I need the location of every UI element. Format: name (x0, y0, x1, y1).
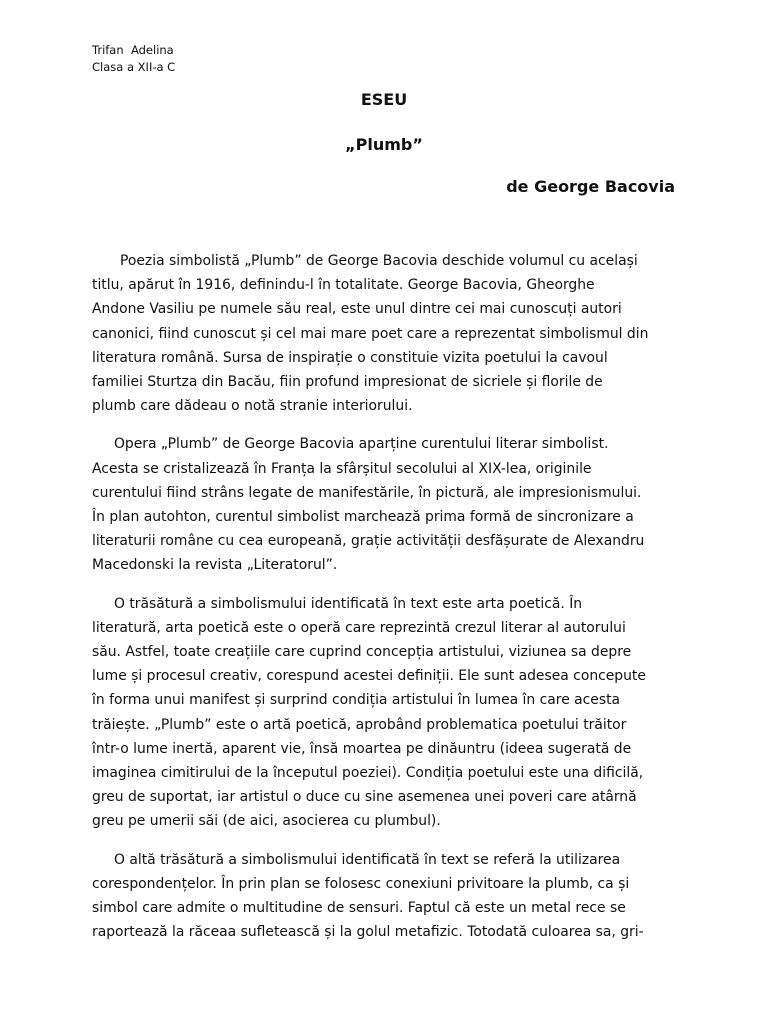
author-name: Trifan Adelina (92, 43, 174, 57)
text-line: lume și procesul creativ, corespund acestei definiții. Ele sunt adesea concepute (92, 668, 646, 685)
text-line: Andone Vasiliu pe numele său real, este unul dintre cei mai cunoscuți autori (92, 301, 622, 318)
paragraph-2 (92, 432, 675, 577)
text-line: O altă trăsătură a simbolismului identificată în text se referă la utilizarea (114, 851, 621, 868)
poem-author: de George Bacovia (506, 177, 675, 196)
text-line: în forma unui manifest și surprind condiția artistului în lumea în care acesta (92, 692, 621, 709)
essay-title: ESEU (360, 90, 408, 109)
text-line: plumb care dădeau o notă stranie interiorului. (92, 398, 413, 415)
text-line: greu pe umerii săi (de aici, asocierea cu plumbul). (92, 813, 441, 830)
text-line: canonici, fiind cunoscut și cel mai mare poet care a reprezentat simbolismul din (92, 325, 649, 342)
class-name: Clasa a XII-a C (92, 60, 176, 74)
text-line: greu de suportat, iar artistul o duce cu sine asemenea unei poveri care atârnă (92, 789, 637, 806)
text-line: familiei Sturtza din Bacău, fiin profund impresionat de sicriele și florile de (92, 374, 603, 391)
text-line: trăiește. „Plumb” este o artă poetică, aprobând problematica poetului trăitor (92, 716, 627, 733)
paragraph-3 (92, 592, 675, 834)
text-line: simbol care admite o multitudine de sensuri. Faptul că este un metal rece se (92, 900, 626, 917)
paragraph-1 (92, 249, 675, 418)
text-line: literatura română. Sursa de inspirație o constituie vizita poetului la cavoul (92, 349, 608, 366)
text-line: Macedonski la revista „Literatorul”. (92, 557, 338, 574)
text-line: O trăsătură a simbolismului identificată în text este arta poetică. În (114, 595, 583, 612)
text-line: corespondențelor. În prin plan se folosesc conexiuni privitoare la plumb, ca și (92, 875, 630, 892)
text-line: imaginea cimitirului de la începutul poeziei). Condiția poetului este una dificilă, (92, 765, 644, 782)
text-line: În plan autohton, curentul simbolist marchează prima formă de sincronizare a (92, 509, 634, 526)
poem-title: „Plumb” (345, 135, 423, 154)
text-line: Poezia simbolistă „Plumb” de George Bacovia deschide volumul cu același (120, 253, 638, 269)
text-line: titlu, apărut în 1916, definindu-l în totalitate. George Bacovia, Gheorghe (92, 277, 595, 294)
text-line: curentului fiind strâns legate de manifestările, în pictură, ale impresionismului. (92, 484, 642, 501)
essay-body (92, 249, 675, 958)
paragraph-4 (92, 848, 675, 945)
text-line: raportează la răceaa sufletească și la golul metafizic. Totodată culoarea sa, gri- (92, 924, 644, 941)
text-line: Acesta se cristalizează în Franța la sfârșitul secolului al XIX-lea, originile (92, 460, 592, 477)
text-line: într-o lume inertă, aparent vie, însă moartea pe dinăuntru (ideea sugerată de (92, 740, 632, 757)
text-line: literatură, arta poetică este o operă care reprezintă crezul literar al autorului (92, 619, 626, 636)
text-line: literaturii române cu cea europeană, grație activității desfășurate de Alexandru (92, 533, 645, 550)
text-line: său. Astfel, toate creațiile care cuprind concepția artistului, viziunea sa depre (92, 644, 632, 661)
text-line: Opera „Plumb” de George Bacovia aparține curentului literar simbolist. (114, 436, 609, 453)
author-block (92, 42, 175, 76)
